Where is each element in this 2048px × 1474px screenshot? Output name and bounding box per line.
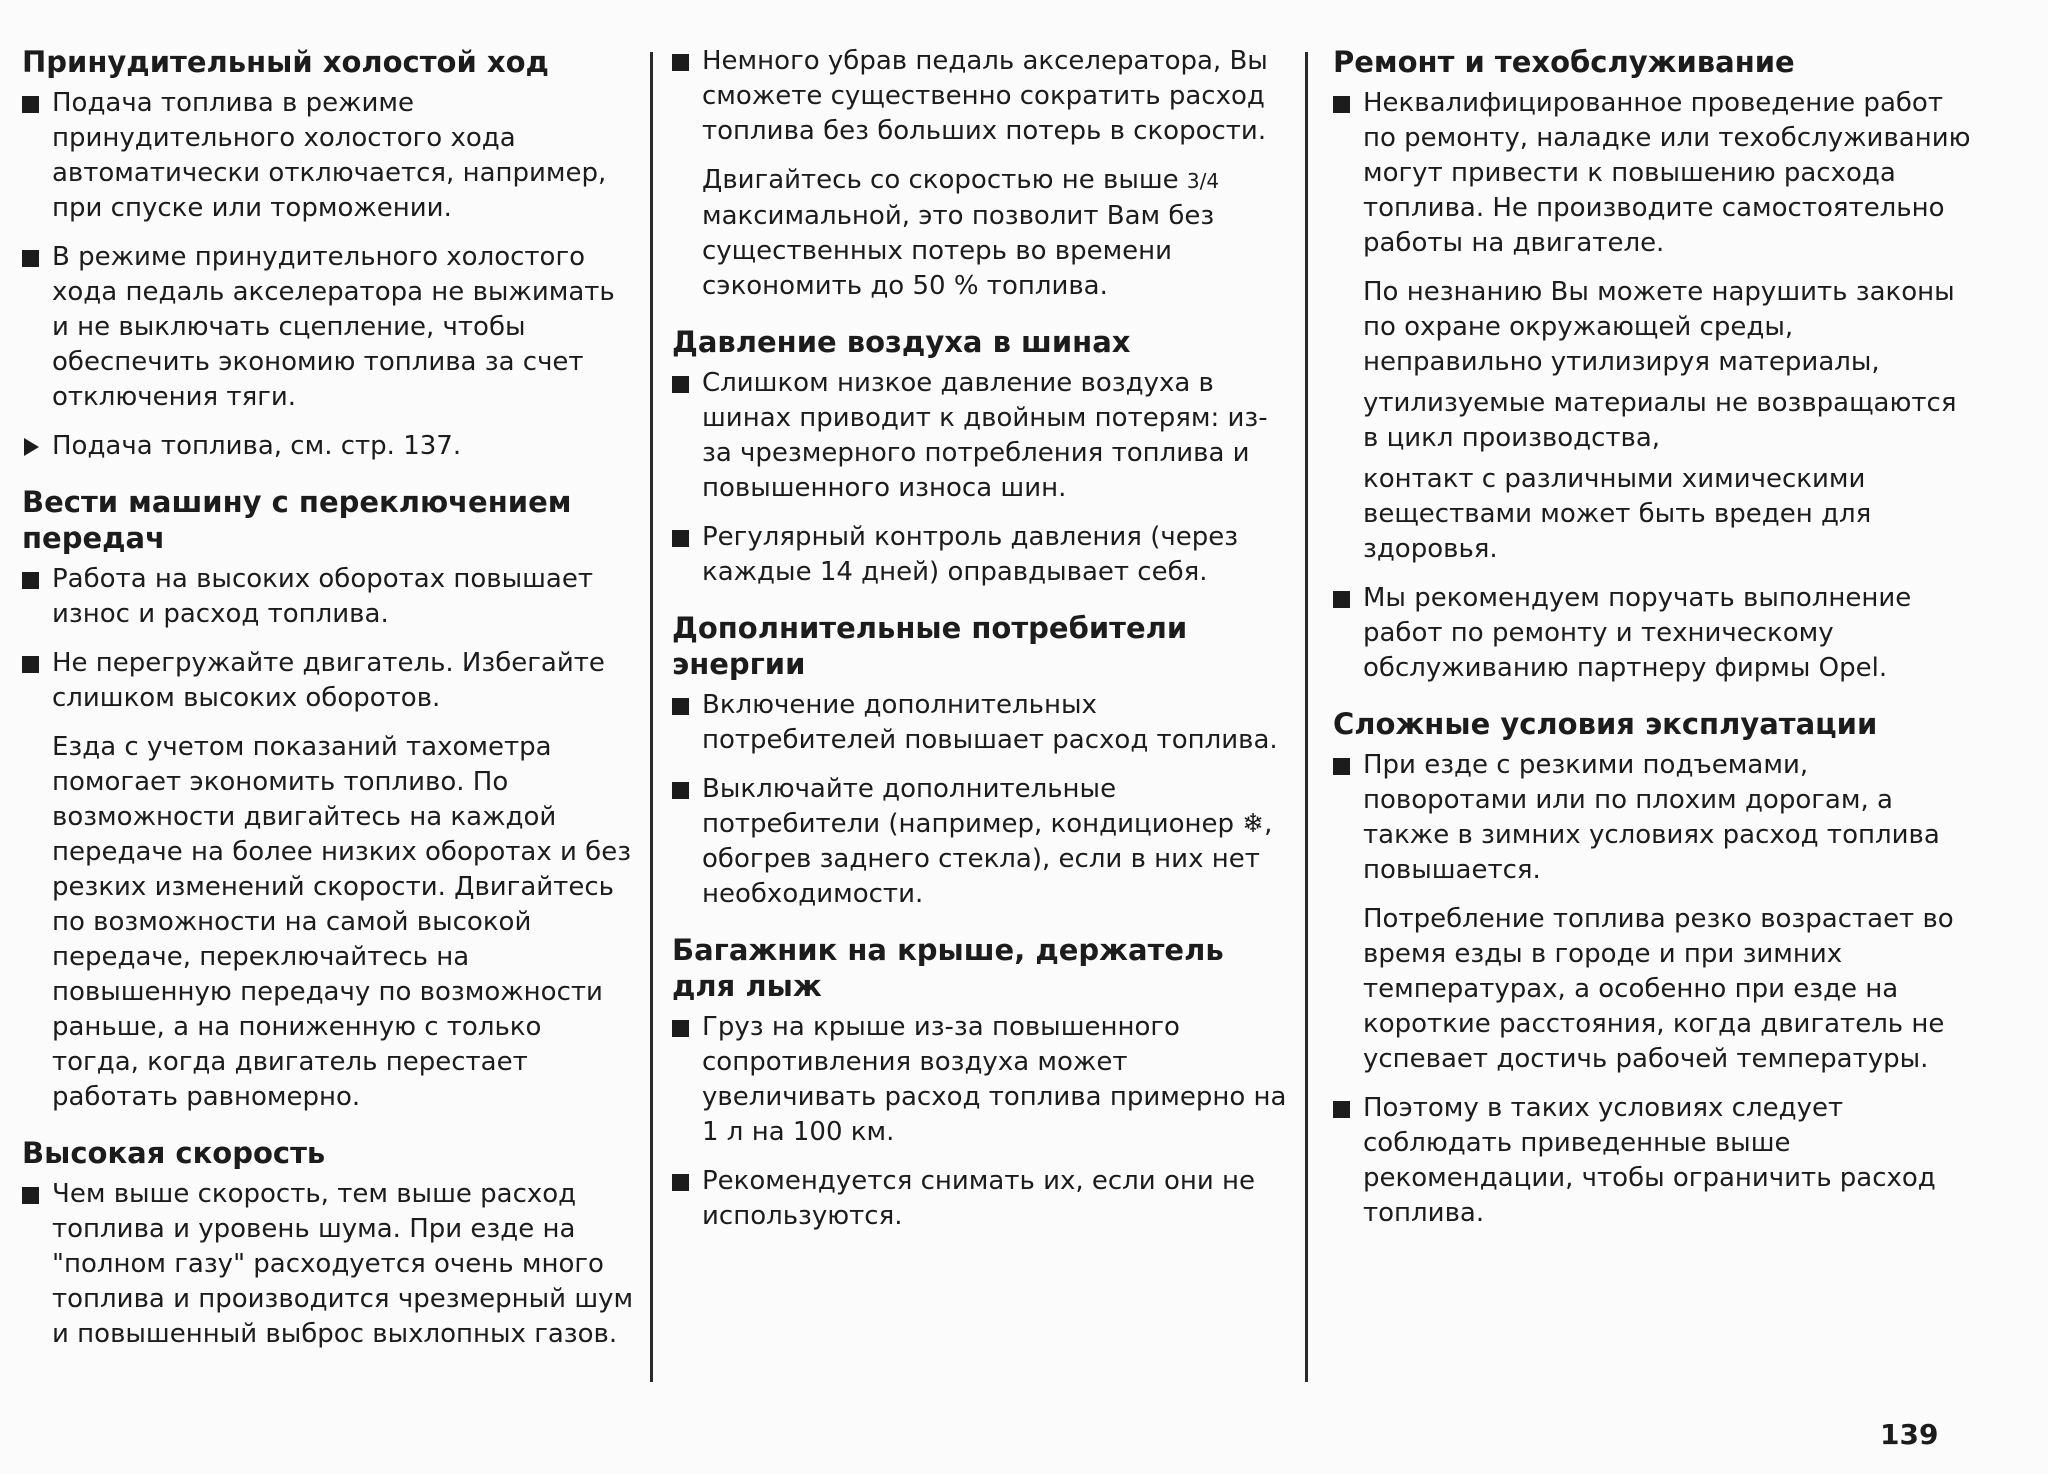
paragraph: Потребление топлива резко возрастает во время езды в городе и при зимних температурах, а особенно при езде на короткие расстояния, когда двигатель не успевает достичь рабочей температуры. [1363, 904, 1954, 1074]
item-text [702, 774, 1272, 909]
square-bullet-icon [672, 1174, 689, 1191]
section-tire-pressure [672, 324, 1292, 590]
section-maintenance [1333, 44, 1973, 686]
square-bullet-icon [1333, 1101, 1350, 1118]
section-high-speed [22, 1135, 634, 1352]
column-right [1333, 44, 1973, 1251]
square-bullet-icon [672, 1020, 689, 1037]
paragraph [672, 163, 1292, 304]
section-heading: Ремонт и техобслуживание [1333, 45, 1795, 79]
square-bullet-icon [22, 1187, 39, 1204]
column-divider [1305, 52, 1308, 1382]
list-item [22, 240, 634, 415]
paragraph: По незнанию Вы можете нарушить законы по охране окружающей среды, неправильно утилизируя материалы, [1363, 277, 1955, 377]
list-item [22, 646, 634, 716]
list-item [1333, 748, 1973, 888]
square-bullet-icon [672, 530, 689, 547]
square-bullet-icon [1333, 758, 1350, 775]
list-item [1333, 581, 1973, 686]
square-bullet-icon [672, 54, 689, 71]
item-text: Неквалифицированное проведение работ по ремонту, наладке или техобслуживанию могут привести к повышению расхода топлива. Не производите самостоятельно работы на двигателе. [1363, 88, 1971, 258]
square-bullet-icon [672, 782, 689, 799]
list-item [1333, 1091, 1973, 1231]
paragraph: утилизуемые материалы не возвращаются в цикл производства, [1363, 388, 1957, 453]
item-text: Регулярный контроль давления (через каждые 14 дней) оправдывает себя. [702, 522, 1239, 587]
section-heading: Дополнительные потребители энергии [672, 611, 1188, 681]
item-text: Мы рекомендуем поручать выполнение работ по ремонту и техническому обслуживанию партнеру фирмы Opel. [1363, 583, 1912, 683]
item-text: Немного убрав педаль акселератора, Вы сможете существенно сократить расход топлива без больших потерь в скорости. [702, 46, 1268, 146]
column-middle [672, 44, 1292, 1254]
square-bullet-icon [22, 96, 39, 113]
list-item [672, 688, 1292, 758]
item-text: В режиме принудительного холостого хода педаль акселератора не выжимать и не выключать сцепление, чтобы обеспечить экономию топлива за счет отключения тяги. [52, 242, 615, 412]
paragraph: контакт с различными химическими веществами может быть вреден для здоровья. [1363, 464, 1872, 564]
item-text: Подача топлива в режиме принудительного холостого хода автоматически отключается, например, при спуске или торможении. [52, 88, 607, 223]
list-item [22, 562, 634, 632]
section-heading: Принудительный холостой ход [22, 45, 549, 79]
item-text-part: , обогрев заднего стекла), если в них нет необходимости. [702, 809, 1273, 909]
section-heading: Давление воздуха в шинах [672, 325, 1131, 359]
cross-reference [22, 429, 634, 464]
square-bullet-icon [1333, 591, 1350, 608]
list-item [22, 86, 634, 226]
square-bullet-icon [672, 376, 689, 393]
item-text: Не перегружайте двигатель. Избегайте слишком высоких оборотов. [52, 648, 605, 713]
item-text-part: Выключайте дополнительные потребители (например, кондиционер [702, 774, 1243, 839]
list-item [22, 1177, 634, 1352]
section-gear-shifting [22, 484, 634, 1115]
list-item [672, 1164, 1292, 1234]
list-item [672, 772, 1292, 912]
fraction: 3/4 [1186, 169, 1220, 193]
paragraph-text: Двигайтесь со скоростью не выше [702, 165, 1187, 195]
square-bullet-icon [22, 572, 39, 589]
page-number: 139 [1880, 1418, 1939, 1451]
section-heading: Вести машину с переключением передач [22, 485, 572, 555]
item-text: Слишком низкое давление воздуха в шинах приводит к двойным потерям: из-за чрезмерного потребления топлива и повышенного износа шин. [702, 368, 1268, 503]
list-item [672, 366, 1292, 506]
square-bullet-icon [672, 698, 689, 715]
square-bullet-icon [1333, 96, 1350, 113]
item-text: Груз на крыше из-за повышенного сопротивления воздуха может увеличивать расход топлива примерно на 1 л на 100 км. [702, 1012, 1287, 1147]
reference-text: Подача топлива, см. стр. 137. [52, 431, 462, 461]
item-text: Чем выше скорость, тем выше расход топлива и уровень шума. При езде на "полном газу" расходуется очень много топлива и производится чрезмерный шум и повышенный выброс выхлопных газов. [52, 1179, 634, 1349]
item-text: Включение дополнительных потребителей повышает расход топлива. [702, 690, 1278, 755]
section-hard-conditions [1333, 706, 1973, 1231]
list-item [672, 1010, 1292, 1150]
section-heading: Багажник на крыше, держатель для лыж [672, 933, 1224, 1003]
paragraph: Езда с учетом показаний тахометра помогает экономить топливо. По возможности двигайтесь на каждой передаче на более низких оборотах и без резких изменений скорости. Двигайтесь по возможности на самой высокой передаче, переключайтесь на повышенную передачу по возможности раньше, а на пониженную с только тогда, когда двигатель перестает работать равномерно. [52, 732, 632, 1112]
snowflake-icon: ❄ [1242, 809, 1265, 839]
list-item [672, 520, 1292, 590]
section-speed-continued [672, 44, 1292, 304]
item-text: Поэтому в таких условиях следует соблюдать приведенные выше рекомендации, чтобы ограничить расход топлива. [1363, 1093, 1936, 1228]
section-heading: Сложные условия эксплуатации [1333, 707, 1878, 741]
item-text: Рекомендуется снимать их, если они не используются. [702, 1166, 1256, 1231]
column-divider [650, 52, 653, 1382]
section-heading: Высокая скорость [22, 1136, 326, 1170]
item-text: При езде с резкими подъемами, поворотами или по плохим дорогам, а также в зимних условиях расход топлива повышается. [1363, 750, 1940, 885]
square-bullet-icon [22, 250, 39, 267]
arrow-right-icon [24, 438, 39, 456]
list-item [1333, 86, 1973, 261]
paragraph-text: максимальной, это позволит Вам без существенных потерь во времени сэкономить до 50 % топлива. [702, 201, 1215, 301]
section-extra-consumers [672, 610, 1292, 912]
item-text: Работа на высоких оборотах повышает износ и расход топлива. [52, 564, 594, 629]
column-left [22, 44, 634, 1372]
section-roof-rack [672, 932, 1292, 1234]
section-forced-idle [22, 44, 634, 464]
list-item [672, 44, 1292, 149]
square-bullet-icon [22, 656, 39, 673]
